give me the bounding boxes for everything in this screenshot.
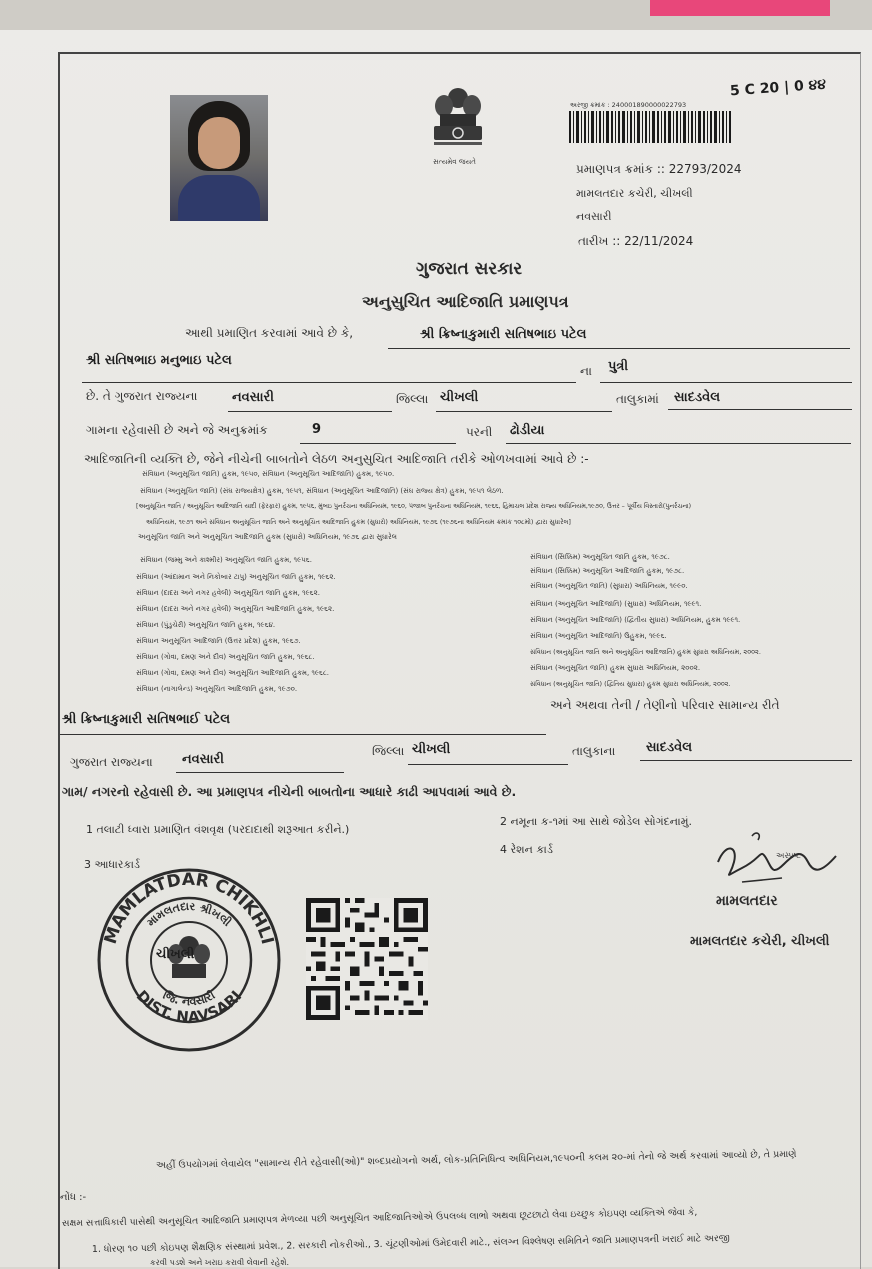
taluka-label: તાલુકામાં bbox=[616, 392, 659, 406]
certify-prefix: આથી પ્રમાણિત કરવામાં આવે છે કે, bbox=[185, 326, 354, 340]
parent-name: શ્રી સતિષભાઇ મનુભાઇ પટેલ bbox=[86, 353, 232, 368]
left-order-3: સંવિધાન (દાદરા અને નગર હવેલી) અનુસૂચિત જાતિ હુકમ, ૧૯૬૨. bbox=[136, 589, 320, 597]
na-label: ના bbox=[580, 364, 592, 378]
pari-label: પરની bbox=[466, 425, 493, 439]
left-order-5: સંવિધાન (પુંડુચેરી) અનુસૂચિત જાતિ હુકમ, ૧૯૬૪. bbox=[136, 621, 276, 629]
district-value-2: નવસારી bbox=[182, 752, 224, 767]
left-order-1: સંવિધાન (જમ્મુ અને કાશ્મીર) અનુસૂચિત જાતિ હુકમ, ૧૯૫૬. bbox=[140, 556, 312, 564]
parent-name-underline bbox=[82, 382, 576, 383]
holder-name-repeat-underline bbox=[60, 734, 546, 735]
note-prefix: નોંધ :- bbox=[60, 1192, 87, 1203]
mamlatdar-seal bbox=[94, 864, 284, 1056]
serial-underline bbox=[300, 443, 456, 444]
serial-number: 9 bbox=[312, 422, 322, 437]
district-2-underline bbox=[176, 772, 344, 773]
document-4: 4 રેશન કાર્ડ bbox=[500, 843, 553, 856]
tribe-underline bbox=[506, 443, 851, 444]
certificate-number: પ્રમાણપત્ર ક્રમાંક :: 22793/2024 bbox=[576, 162, 742, 176]
signatory-title: મામલતદાર bbox=[716, 893, 778, 909]
emblem-motto: સત્યમેવ જયતે bbox=[433, 158, 476, 166]
seal-inner-mid: ચીખલી bbox=[156, 947, 195, 962]
document-3: 3 આધારકાર્ડ bbox=[84, 858, 140, 871]
taluka-value-2: ચીખલી bbox=[412, 742, 451, 757]
relation: પુત્રી bbox=[608, 359, 629, 374]
note-line-2: સક્ષમ સત્તાધિકારી પાસેથી અનુસૂચિત આદિજાતિ પ્રમાણપત્ર મેળવ્યા પછી અનુસૂચિત આદિજાતિઓએ ઉપલબ્ધ લાભો અથવા છૂટછાટો લેવા ઇચ્છુક કોઇપણ વ્યક્તિએ જેવા કે, bbox=[61, 1206, 698, 1229]
applicant-photo bbox=[170, 95, 268, 221]
signature bbox=[712, 828, 842, 892]
note-line-4: કરવી પડશે અને ખરાઇ કરાવી લેવાની રહેશે. bbox=[150, 1258, 290, 1267]
right-order-1: સંવિધાન (સિક્કિમ) અનુસૂચિત જાતિ હુકમ, ૧૯૭૮. bbox=[530, 553, 670, 561]
national-emblem-icon bbox=[426, 84, 490, 164]
right-order-5: સંવિધાન (અનુસૂચિત આદિજાતિ) (દ્વિતીય સુધારા) અધિનિયમ, હુકમ ૧૯૯૧. bbox=[530, 616, 741, 624]
district-label: જિલ્લા bbox=[396, 392, 429, 406]
left-order-2: સંવિધાન (આંદામાન અને નિકોબાર ટાપુ) અનુસૂચિત જાતિ હુકમ, ૧૯૬૨. bbox=[136, 573, 336, 581]
right-order-2: સંવિધાન (સિક્કિમ) અનુસૂચિત આદિજાતિ હુકમ, ૧૯૭૮. bbox=[530, 567, 685, 575]
order-line-4: અધિનિયમ, ૧૯૭૧ અને સંવિધાન અનુસૂચિત જાતિ અને અનુસૂચિત આદિજાતિ હુકમ (સુધારો) અધિનિયમ, ૧૯૭૬ (૧૯૭૬ના અધિનિયમ ક્રમાંક ૧૦૮મો) દ્વારા સુધારેલ] bbox=[146, 518, 571, 526]
svg-text:મામલતદાર શ્રીખલી bbox=[144, 900, 234, 929]
basis-line: ગામ/ નગરનો રહેવાસી છે. આ પ્રમાણપત્ર નીચેની બાબતોના આધારે કાઢી આપવામાં આવે છે. bbox=[62, 784, 517, 799]
handwritten-reference: 5 C 20 | 0 ૪૪ bbox=[729, 76, 827, 100]
taluka-label-2: તાલુકાના bbox=[572, 744, 616, 758]
district-underline bbox=[228, 411, 392, 412]
village-value-2: સાદડવેલ bbox=[646, 740, 693, 755]
taluka-2-underline bbox=[408, 764, 568, 765]
barcode bbox=[569, 111, 731, 143]
office-name: મામલતદાર કચેરી, ચીખલી bbox=[576, 187, 693, 200]
resident-label: ગામના રહેવાસી છે અને જે અનુક્રમાંક bbox=[86, 423, 268, 437]
signature-text: અસ્પષ્ટ bbox=[776, 851, 801, 860]
application-number: અરજી ક્રમાંક : 240001890000022793 bbox=[570, 101, 687, 109]
right-order-7: સંવિધાન (અનુસૂચિત જાતિ અને અનુસૂચિત આદિજાતિ) હુકમ સુધારા અધિનિયમ, ૨૦૦૨. bbox=[530, 648, 761, 656]
village-underline bbox=[668, 409, 852, 410]
signatory-office: મામલતદાર કચેરી, ચીખલી bbox=[690, 934, 830, 949]
order-line-1: સંવિધાન (અનુસૂચિત જાતિ) હુકમ, ૧૯૫૦, સંવિધાન (અનુસૂચિત આદિજાતિ) હુકમ, ૧૯૫૦. bbox=[142, 470, 395, 478]
district-label-2: જિલ્લા bbox=[372, 744, 405, 758]
taluka-underline bbox=[436, 411, 612, 412]
holder-name: શ્રી ક્રિષ્નાકુમારી સતિષભાઇ પટેલ bbox=[420, 327, 587, 342]
right-order-3: સંવિધાન (અનુસૂચિત જાતિ) (સુધારા) અધિનિયમ, ૧૯૯૦. bbox=[530, 582, 688, 590]
note-line-3: 1. ધોરણ ૧૦ પછી કોઇપણ શૈક્ષણિક સંસ્થામાં પ્રવેશ., 2. સરકારી નોકરીઓ., 3. ચૂંટણીઓમાં ઉમેદવારી માટે., સંલગ્ન વિશ્લેષણ સમિતિને જાતિ પ્રમાણપત્રની ખરાઈ માટે અરજી bbox=[91, 1232, 730, 1255]
relation-underline bbox=[600, 382, 852, 383]
pink-folder-tab bbox=[650, 0, 830, 16]
order-line-2: સંવિધાન (અનુસૂચિત જાતિ) (સંઘ રાજ્યક્ષેત્ર) હુકમ, ૧૯૫૧, સંવિધાન (અનુસૂચિત આદિજાતિ) (સંઘ રાજ્ય ક્ષેત્ર) હુકમ, ૧૯૫૧ લેઠળ. bbox=[140, 487, 504, 495]
order-line-5: અનુસૂચિત જાતિ અને અનુસૂચિત આદિજાતિ હુકમ (સુધારો) અધિનિયમ, ૧૯૭૬ દ્વારા સુધારેલ bbox=[138, 533, 397, 541]
seal-inner-bottom: જિ. નવસારી bbox=[160, 988, 218, 1009]
left-order-9: સંવિધાન (નાગાલેન્ડ) અનુસૂચિત આદિજાતિ હુકમ, ૧૯૭૦. bbox=[136, 685, 298, 693]
qr-code bbox=[306, 896, 428, 1022]
holder-name-repeat: શ્રી ક્રિષ્નાકુમારી સતિષભાઈ પટેલ bbox=[62, 712, 231, 727]
village-2-underline bbox=[640, 760, 852, 761]
issue-date: તારીખ :: 22/11/2024 bbox=[578, 234, 694, 248]
taluka-value: ચીખલી bbox=[440, 390, 479, 405]
government-title: ગુજરાત સરકાર bbox=[416, 259, 523, 279]
seal-outer-top: MAMLATDAR CHIKHLI bbox=[100, 869, 278, 947]
document-2: 2 નમૂના ક-૧માં આ સાથે જોડેલ સોગંદનામું. bbox=[500, 815, 692, 828]
left-order-7: સંવિધાન (ગોવા, દમણ અને દીવ) અનુસૂચિત જાતિ હુકમ, ૧૯૬૮. bbox=[136, 653, 315, 661]
district-value: નવસારી bbox=[232, 390, 274, 405]
village-value: સાદડવેલ bbox=[674, 390, 721, 405]
document-1: 1 તલાટી ધ્વારા પ્રમાણિત વંશવૃક્ષ (પરદાદાથી શરૂઆત કરીને.) bbox=[86, 823, 350, 836]
tribe-recognition-line: આદિજાતિની વ્યક્તિ છે, જેને નીચેની બાબતોને લેઠળ અનુસુચિત આદિજાતિ તરીકે ઓળખવામાં આવે છે :- bbox=[84, 452, 589, 466]
left-order-8: સંવિધાન (ગોવા, દમણ અને દીવ) અનુસૂચિત આદિજાતિ હુકમ, ૧૯૬૮. bbox=[136, 669, 330, 677]
office-district: નવસારી bbox=[576, 210, 612, 223]
state-label-2: ગુજરાત રાજ્યના bbox=[70, 755, 153, 769]
right-order-9: સંવિધાન (અનુસૂચિત જાતિ) (દ્વિતિય સુધારા) હુકમ સુધારા અધિનિયમ, ૨૦૦૨. bbox=[530, 680, 731, 688]
note-line-1: અહીં ઉપયોગમાં લેવાયેલ "સામાન્ય રીતે રહેવાસી(ઓ)" શબ્દપ્રયોગનો અર્થ, લોક-પ્રતિનિધિત્વ અધિનિયમ,૧૯૫૦ની કલમ ૨૦-માં તેનો જે અર્થ કરવામાં આવ્યો છે, તે પ્રમાણે bbox=[155, 1148, 797, 1171]
state-prefix: છે. તે ગુજરાત રાજ્યના bbox=[86, 389, 198, 403]
left-order-6: સંવિધાન અનુસૂચિત આદિજાતિ (ઉત્તર પ્રદેશ) હુકમ, ૧૯૬૭. bbox=[136, 637, 301, 645]
right-order-4: સંવિધાન (અનુસૂચિત આદિજાતિ) (સુધારા) અધિનિયમ, ૧૯૯૧. bbox=[530, 600, 702, 608]
right-order-8: સંવિધાન (અનુસૂચિત જાતિ) હુકમ સુધારા અધિનિયમ, ૨૦૦૨. bbox=[530, 664, 701, 672]
tribe-name: ઢોડીયા bbox=[510, 423, 545, 438]
seal-inner-top: મામલતદાર શ્રીખલી bbox=[144, 899, 234, 930]
certificate-title: અનુસુચિત આદિજાતિ પ્રમાણપત્ર bbox=[362, 292, 569, 311]
seal-outer-bottom: DIST. NAVSARI bbox=[132, 986, 246, 1027]
order-line-3: [અનુસૂચિત જાતિ / અનુસૂચિત આદિજાતિ યાદી (ફેરફાર) હુકમ, ૧૯૫૬, મુંબઇ પુનર્રચના અધિનિયમ, ૧૯૬૦, પંજાબ પુનર્રચના અધિનિયમ, ૧૯૬૬, હિમાચલ પ્રદેશ રાજ્ય અધિનિયમ,૧૯૭૦, ઉત્તર – પૂર્વીય વિસ્તારો(પુનર્રચના) bbox=[136, 503, 692, 510]
left-order-4: સંવિધાન (દાદરા અને નગર હવેલી) અનુસૂચિત આદિજાતિ હુકમ, ૧૯૬૨. bbox=[136, 605, 335, 613]
family-suffix: અને અથવા તેની / તેણીનો પરિવાર સામાન્ય રીતે bbox=[550, 698, 780, 712]
right-order-6: સંવિધાન (અનુસૂચિત આદિજાતિ) ઉહુકમ, ૧૯૯૬. bbox=[530, 632, 667, 640]
holder-name-underline bbox=[388, 348, 850, 349]
